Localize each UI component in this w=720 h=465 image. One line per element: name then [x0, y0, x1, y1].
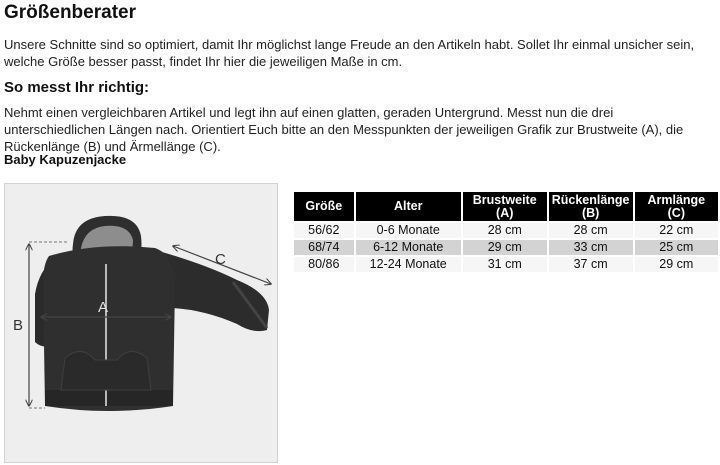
cell-size: 68/74	[294, 240, 354, 255]
table-row	[294, 257, 718, 272]
header-brustweite: Brustweite (A)	[463, 192, 547, 221]
measure-heading: So messt Ihr richtig:	[4, 79, 150, 96]
measure-instructions: Nehmt einen vergleichbaren Artikel und legt ihn auf einen glatten, geraden Untergrund. Messt nun die drei unterschiedlichen Längen nach. Orientiert Euch bitte an den Messpunkten der jeweiligen Grafik zur Brustweite (A), die Rückenlänge (B) und Ärmellänge (C).	[4, 105, 684, 154]
cell-size: 56/62	[294, 223, 354, 238]
label-a: A	[98, 299, 109, 316]
cell-back: 33 cm	[549, 240, 633, 255]
label-b: B	[13, 317, 24, 334]
label-c: C	[215, 251, 226, 268]
size-table	[292, 190, 720, 274]
cell-sleeve: 25 cm	[635, 240, 718, 255]
table-row	[294, 240, 718, 255]
product-heading: Baby Kapuzenjacke	[4, 152, 127, 167]
hoodie-diagram	[5, 184, 277, 462]
cell-age: 6-12 Monate	[356, 240, 461, 255]
header-rueckenlaenge: Rückenlänge (B)	[549, 192, 633, 221]
intro-text: Unsere Schnitte sind so optimiert, damit Ihr möglichst lange Freude an den Artikeln habt. Sollet Ihr einmal unsicher sein, welche Größe besser passt, findet Ihr hier die jeweiligen Maße in cm.	[4, 37, 695, 69]
cell-sleeve: 22 cm	[635, 223, 718, 238]
cell-chest: 29 cm	[463, 240, 547, 255]
cell-age: 0-6 Monate	[356, 223, 461, 238]
table-row	[294, 223, 718, 238]
header-armlaenge: Armlänge (C)	[635, 192, 718, 221]
cell-size: 80/86	[294, 257, 354, 272]
cell-sleeve: 29 cm	[635, 257, 718, 272]
header-alter: Alter	[356, 192, 461, 221]
table-header-row	[294, 192, 718, 221]
measurement-illustration	[4, 183, 278, 463]
page-title: Größenberater	[4, 2, 136, 23]
cell-back: 37 cm	[549, 257, 633, 272]
cell-age: 12-24 Monate	[356, 257, 461, 272]
cell-back: 28 cm	[549, 223, 633, 238]
cell-chest: 28 cm	[463, 223, 547, 238]
header-groesse: Größe	[294, 192, 354, 221]
cell-chest: 31 cm	[463, 257, 547, 272]
